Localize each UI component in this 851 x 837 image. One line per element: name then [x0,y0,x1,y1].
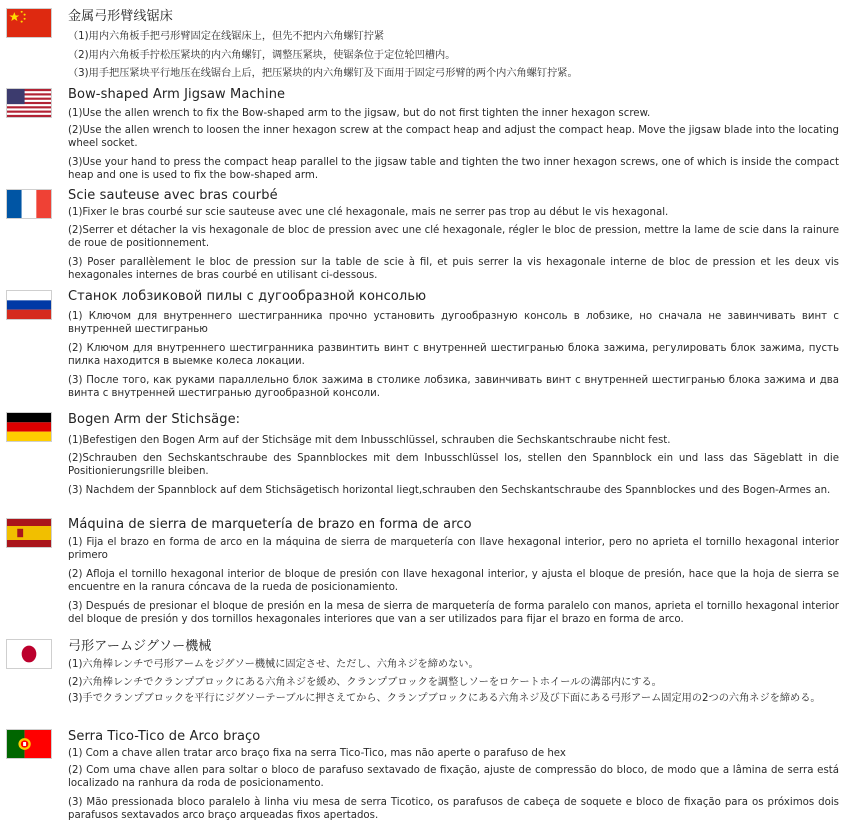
usa-flag-icon [6,88,52,118]
instruction-step: (2)Schrauben den Sechskantschraube des Spannblockes mit dem Inbusschlüssel los, stellen den Spannblock ein und lass das Sägeblatt in die Positionierungsrille bleiben. [68,453,839,478]
instruction-step: (1) Ключом для внутреннего шестигранника прочно установить дугообразную консоль в лобзике, но сначала не завинчивать винт с внутренней шестигранью [68,311,839,336]
instruction-step: (3) Mão pressionada bloco paralelo à linha viu mesa de serra Ticotico, os parafusos de cabeça de soquete e bloco de fixação para os próximos dois parafusos sextavados arco braço arqueadas fixos apertados. [68,797,839,822]
instruction-step: （1)用内六角板手把弓形臂固定在线锯床上，但先不把内六角螺钉拧紧 [68,31,385,42]
portugal-flag-icon [6,729,52,759]
section-title: Scie sauteuse avec bras courbé [68,188,278,203]
instruction-step: (3) Poser parallèlement le bloc de pression sur la table de scie à fil, et puis serrer la vis hexagonale interne de bloc de pression et les deux vis hexagonales internes de bras courbé en utilisant ci-dessous. [68,257,839,282]
germany-flag-icon [6,412,52,442]
instruction-step: (2)Serrer et détacher la vis hexagonale de bloc de pression avec une clé hexagonale, régler le bloc de pression, mettre la lame de scie dans la rainure de roue de positionnement. [68,225,839,250]
instruction-step: (3) Después de presionar el bloque de presión en la mesa de sierra de marquetería de forma paralelo con manos, aprieta el tornillo hexagonal interior del bloque de presión y dos tornillos hexagonales interiores que van a ser utilizados para fijar el brazo en forma de arco. [68,601,839,626]
china-flag-icon [6,8,52,38]
france-flag-icon [6,189,52,219]
instruction-step: (2) Afloja el tornillo hexagonal interior de bloque de presión con llave hexagonal interior, y ajusta el bloque de presión, hace que la hoja de sierra se encuentre en la ranura cóncava de la rueda de posicionamiento. [68,569,839,594]
instruction-step: (3) После того, как руками параллельно блок зажима в столике лобзика, завинчивать винт с внутренней шестигранью блока зажима и два винта с внутренней шестигранью дугообразной консоли. [68,375,839,400]
instruction-step: (3)Use your hand to press the compact heap parallel to the jigsaw table and tighten the two inner hexagon screws, one of which is inside the compact heap and one is used to fix the bow-shaped arm. [68,157,839,182]
section-title: Máquina de sierra de marquetería de brazo en forma de arco [68,517,472,532]
section-title: 弓形アームジグソー機械 [68,639,212,654]
russia-flag-icon [6,290,52,320]
section-title: Станок лобзиковой пилы с дугообразной консолью [68,289,427,304]
spain-flag-icon [6,518,52,548]
instruction-step: (3)手でクランプブロックを平行にジグソーテーブルに押さえてから、クランプブロックにある六角ネジ及び下面にある弓形アーム固定用の2つの六角ネジを締める。 [68,693,821,704]
instruction-step: (1)Fixer le bras courbé sur scie sauteuse avec une clé hexagonale, mais ne serrer pas trop au début le vis hexagonal. [68,207,669,218]
section-title: 金属弓形臂线锯床 [68,9,173,24]
instruction-step: （2)用内六角板手拧松压紧块的内六角螺钉，调整压紧块，使锯条位于定位轮凹槽内。 [68,50,456,61]
instruction-step: (3) Nachdem der Spannblock auf dem Stichsägetisch horizontal liegt,schrauben den Sechskantschraube des Spannblockes und des Bogen-Armes an. [68,485,831,496]
instruction-step: （3)用手把压紧块平行地压在线锯台上后，把压紧块的内六角螺钉及下面用于固定弓形臂的两个内六角螺钉拧紧。 [68,68,578,79]
section-title: Bow-shaped Arm Jigsaw Machine [68,87,286,102]
instruction-step: (2)六角棒レンチでクランプブロックにある六角ネジを緩め、クランプブロックを調整しソーをロケートホイールの溝部内にする。 [68,677,662,688]
instruction-step: (1)Befestigen den Bogen Arm auf der Stichsäge mit dem Inbusschlüssel, schrauben die Sechskantschraube nicht fest. [68,435,671,446]
section-title: Bogen Arm der Stichsäge: [68,412,241,427]
section-title: Serra Tico-Tico de Arco braço [68,729,261,744]
instruction-step: (2) Ключом для внутреннего шестигранника развинтить винт с внутренней шестигранью блока зажима, регулировать блок зажима, пусть пилка находится в выемке колеса локации. [68,343,839,368]
instruction-step: (1)Use the allen wrench to fix the Bow-shaped arm to the jigsaw, but do not first tighten the inner hexagon screw. [68,108,651,119]
instruction-step: (1)六角棒レンチで弓形アームをジグソー機械に固定させ、ただし、六角ネジを締めない。 [68,659,479,670]
instruction-step: (1) Fija el brazo en forma de arco en la máquina de sierra de marquetería con llave hexagonal interior, pero no aprieta el tornillo hexagonal interior primero [68,537,839,562]
instruction-step: (2) Com uma chave allen para soltar o bloco de parafuso sextavado de fixação, ajuste de compressão do bloco, de modo que a lâmina de serra está localizado na ranhura da roda de posicionamento. [68,765,839,790]
instruction-step: (2)Use the allen wrench to loosen the inner hexagon screw at the compact heap and adjust the compact heap. Move the jigsaw blade into the locating wheel socket. [68,125,839,150]
japan-flag-icon [6,639,52,669]
instruction-step: (1) Com a chave allen tratar arco braço fixa na serra Tico-Tico, mas não aperte o parafuso de hex [68,748,566,759]
